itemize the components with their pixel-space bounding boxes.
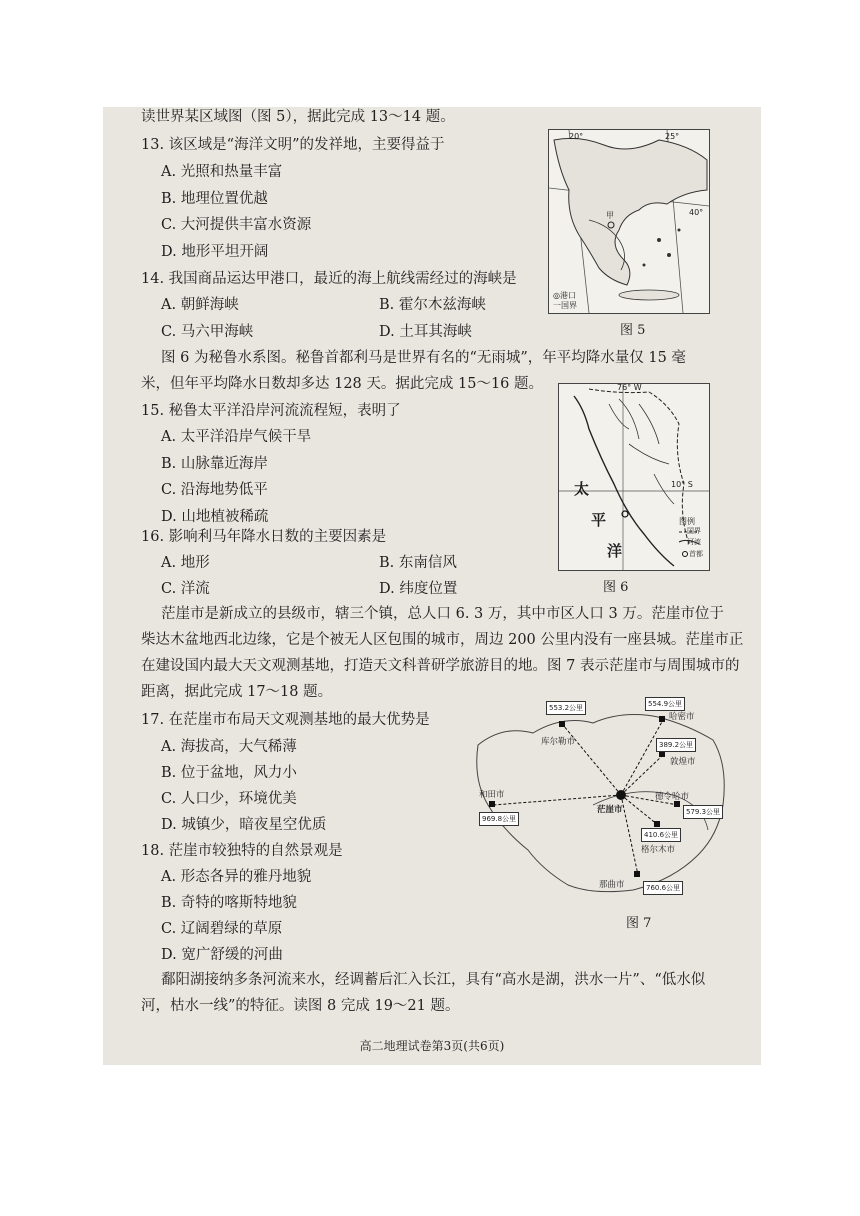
q17-option-d: D. 城镇少，暗夜星空优质 (161, 817, 327, 833)
q17-option-b: B. 位于盆地，风力小 (161, 765, 297, 781)
fig7-city-delingha: 德令哈市 (655, 792, 690, 802)
fig5-legend-border: 一国界 (553, 301, 577, 310)
q18-option-d: D. 宽广舒缓的河曲 (161, 947, 283, 963)
fig6-lat: 10° S (671, 480, 693, 489)
q14-stem: 14. 我国商品运达甲港口，最近的海上航线需经过的海峡是 (141, 271, 517, 287)
intro-17-18-line4: 距离，据此完成 17～18 题。 (141, 684, 333, 700)
q18-option-c: C. 辽阔碧绿的草原 (161, 921, 283, 937)
fig7-city-golmud: 格尔木市 (641, 845, 676, 855)
fig5-lat-40: 40° (689, 208, 704, 217)
q18-stem: 18. 茫崖市较独特的自然景观是 (141, 843, 343, 859)
intro-17-18-line1: 茫崖市是新成立的县级市，辖三个镇，总人口 6. 3 万，其中市区人口 3 万。茫崖市位于 (161, 606, 724, 622)
q14-option-a: A. 朝鲜海峡 (161, 297, 239, 313)
q15-option-b: B. 山脉靠近海岸 (161, 456, 268, 472)
fig7-city-nagqu: 那曲市 (599, 880, 625, 890)
fig6-legend-capital: 首都 (689, 550, 703, 558)
fig7-center-mangya: 茫崖市 (597, 805, 623, 815)
fig7-dist-dunhuang: 389.2公里 (656, 738, 696, 752)
fig7-city-dunhuang: 敦煌市 (670, 757, 696, 767)
figure-6-map (558, 383, 710, 571)
fig6-sea-char2: 平 (591, 511, 607, 529)
intro-19-21-line2: 河，枯水一线”的特征。读图 8 完成 19～21 题。 (141, 998, 460, 1014)
q18-option-b: B. 奇特的喀斯特地貌 (161, 895, 297, 911)
fig5-label-jia: 甲 (606, 211, 614, 220)
q15-stem: 15. 秘鲁太平洋沿岸河流流程短，表明了 (141, 403, 401, 419)
q15-option-c: C. 沿海地势低平 (161, 482, 268, 498)
q18-option-a: A. 形态各异的雅丹地貌 (161, 869, 312, 885)
q17-option-a: A. 海拔高，大气稀薄 (161, 739, 297, 755)
q13-option-c: C. 大河提供丰富水资源 (161, 217, 312, 233)
fig7-dist-korla: 553.2公里 (546, 701, 586, 715)
q16-option-c: C. 洋流 (161, 581, 210, 597)
q14-option-b: B. 霍尔木兹海峡 (379, 297, 486, 313)
fig7-dist-hotan: 969.8公里 (479, 812, 519, 826)
intro-19-21-line1: 鄱阳湖接纳多条河流来水，经调蓄后汇入长江，具有“高水是湖，洪水一片”、“低水似 (161, 972, 706, 988)
q16-stem: 16. 影响利马年降水日数的主要因素是 (141, 529, 387, 545)
q16-option-b: B. 东南信风 (379, 555, 457, 571)
fig7-city-korla: 库尔勒市 (541, 737, 576, 747)
intro-15-16-line1: 图 6 为秘鲁水系图。秘鲁首都利马是世界有名的“无雨城”，年平均降水量仅 15 毫 (161, 350, 686, 366)
q13-stem: 13. 该区域是“海洋文明”的发祥地，主要得益于 (141, 137, 445, 153)
fig6-sea-char3: 洋 (607, 542, 623, 560)
fig7-dist-nagqu: 760.6公里 (643, 881, 683, 895)
fig6-legend-river: 河流 (687, 538, 701, 546)
fig7-city-hami: 哈密市 (669, 712, 695, 722)
mangya-distance-drawing (473, 695, 733, 900)
fig5-lon-25: 25° (665, 132, 680, 141)
fig6-lon: 76° W (617, 383, 642, 392)
fig5-legend-port: ◎港口 (553, 291, 576, 300)
q17-option-c: C. 人口少，环境优美 (161, 791, 297, 807)
intro-17-18-line2: 柴达木盆地西北边缘，它是个被无人区包围的城市，周边 200 公里内没有一座县城。茫崖市正 (141, 632, 744, 648)
exam-page (103, 107, 761, 1065)
page-footer: 高二地理试卷第3页(共6页) (359, 1039, 505, 1053)
fig7-dist-golmud: 410.6公里 (641, 828, 681, 842)
q13-option-b: B. 地理位置优越 (161, 191, 268, 207)
q17-stem: 17. 在茫崖市布局天文观测基地的最大优势是 (141, 712, 430, 728)
q15-option-a: A. 太平洋沿岸气候干旱 (161, 429, 312, 445)
intro-13-14: 读世界某区域图（图 5），据此完成 13～14 题。 (141, 109, 455, 125)
q15-option-d: D. 山地植被稀疏 (161, 509, 269, 525)
fig7-dist-delingha: 579.3公里 (683, 805, 723, 819)
fig7-city-hotan: 和田市 (479, 790, 505, 800)
fig6-sea-char1: 太 (574, 480, 590, 498)
q14-option-c: C. 马六甲海峡 (161, 324, 254, 340)
fig5-lon-20: 20° (569, 132, 584, 141)
fig6-legend-title: 图例 (679, 517, 695, 526)
q16-option-d: D. 纬度位置 (379, 581, 458, 597)
figure-6-caption: 图 6 (603, 580, 629, 595)
greece-map-drawing (549, 130, 709, 313)
figure-7-map (473, 695, 733, 900)
q13-option-d: D. 地形平坦开阔 (161, 244, 269, 260)
q13-option-a: A. 光照和热量丰富 (161, 164, 283, 180)
figure-7-caption: 图 7 (626, 916, 652, 931)
figure-5-caption: 图 5 (620, 323, 646, 338)
q16-option-a: A. 地形 (161, 555, 210, 571)
fig7-dist-hami: 554.9公里 (645, 697, 685, 711)
q14-option-d: D. 土耳其海峡 (379, 324, 472, 340)
intro-15-16-line2: 米，但年平均降水日数却多达 128 天。据此完成 15～16 题。 (141, 376, 544, 392)
figure-5-map (548, 129, 710, 314)
fig6-legend-border: 国界 (687, 527, 701, 535)
intro-17-18-line3: 在建设国内最大天文观测基地，打造天文科普研学旅游目的地。图 7 表示茫崖市与周围城市的 (141, 658, 740, 674)
